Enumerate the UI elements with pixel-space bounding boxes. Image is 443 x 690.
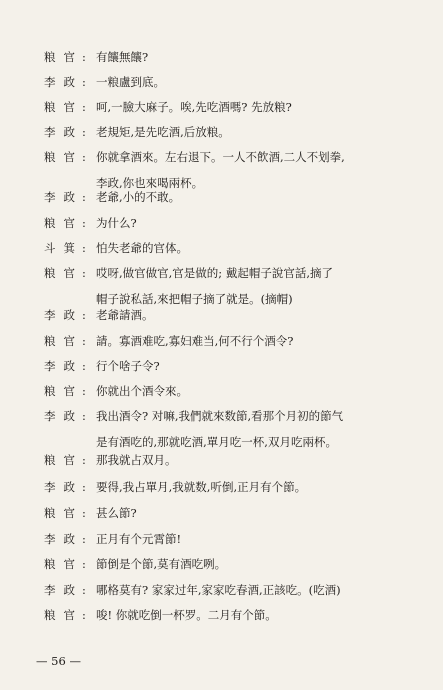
- speech-line: 哎呀,做官做官,官是做的; 戴起帽子說官話,摘了: [96, 266, 333, 280]
- speech-line: 怕失老爺的官体。: [96, 241, 188, 255]
- speech-line: 老爺,小的不敢。: [96, 190, 181, 204]
- dialogue-line: [0, 241, 443, 256]
- speech-continuation: 是有酒吃的,那就吃酒,單月吃一杯,双月吃兩杯。: [96, 435, 337, 449]
- speech-line: 唆! 你就吃倒一杯罗。二月有个節。: [96, 608, 277, 622]
- speech-line: 为什么?: [96, 216, 137, 230]
- speech-text: [96, 334, 426, 349]
- speech-line: 你就拿酒來。左右退下。一人不飲酒,二人不划拳,: [96, 150, 345, 164]
- speech-line: 請。寡酒难吃,寡妇难当,何不行个酒令?: [96, 334, 294, 348]
- speech-text: [96, 150, 426, 191]
- speech-line: 要得,我占單月,我就数,听倒,正月有个節。: [96, 480, 307, 494]
- speech-text: [96, 532, 426, 547]
- speech-line: 那我就占双月。: [96, 453, 177, 467]
- speech-line: 老爺請酒。: [96, 308, 154, 322]
- dialogue-line: [0, 384, 443, 399]
- speech-text: [96, 453, 426, 468]
- speech-text: [96, 100, 426, 115]
- dialogue-line: [0, 557, 443, 572]
- speech-line: 哪格莫有? 家家过年,家家吃春酒,正該吃。(吃酒): [96, 583, 341, 597]
- speech-text: [96, 583, 426, 598]
- dialogue-line: [0, 125, 443, 140]
- dialogue-line: [0, 334, 443, 349]
- speaker-name: 李政 :: [44, 359, 96, 374]
- speech-line: 我出酒令? 对嘛,我們就來数節,看那个月初的節气: [96, 409, 344, 423]
- dialogue-line: [0, 190, 443, 205]
- speech-text: [96, 480, 426, 495]
- dialogue-line: [0, 100, 443, 115]
- speech-continuation: 帽子說私話,來把帽子摘了就是。(摘帽): [96, 292, 293, 306]
- page-number: — 56 —: [36, 654, 81, 668]
- dialogue-line: [0, 308, 443, 323]
- speaker-name: 粮官 :: [44, 100, 96, 115]
- speech-line: 甚么節?: [96, 506, 137, 520]
- speech-text: [96, 216, 426, 231]
- dialogue-line: [0, 409, 443, 450]
- dialogue-line: [0, 50, 443, 65]
- speech-line: 節倒是个節,莫有酒吃咧。: [96, 557, 227, 571]
- speech-text: [96, 75, 426, 90]
- speaker-name: 李政 :: [44, 308, 96, 323]
- dialogue-line: [0, 216, 443, 231]
- speaker-name: 粮官 :: [44, 557, 96, 572]
- speaker-name: 粮官 :: [44, 50, 96, 65]
- speech-text: [96, 241, 426, 256]
- speech-line: 正月有个元霄節!: [96, 532, 182, 546]
- speech-continuation: 李政,你也來喝兩杯。: [96, 176, 204, 190]
- dialogue-line: [0, 453, 443, 468]
- speaker-name: 李政 :: [44, 409, 96, 424]
- dialogue-line: [0, 359, 443, 374]
- speech-line: 行个啥子令?: [96, 359, 160, 373]
- dialogue-line: [0, 480, 443, 495]
- speaker-name: 李政 :: [44, 190, 96, 205]
- speech-line: 呵,一臉大麻子。唉,先吃酒嗎? 先放粮?: [96, 100, 292, 114]
- dialogue-line: [0, 532, 443, 547]
- speech-text: [96, 266, 426, 307]
- speech-text: [96, 384, 426, 399]
- dialogue-line: [0, 506, 443, 521]
- speech-line: 有饟無饟?: [96, 50, 149, 64]
- dialogue-line: [0, 608, 443, 623]
- speaker-name: 李政 :: [44, 125, 96, 140]
- speaker-name: 粮官 :: [44, 384, 96, 399]
- speech-text: [96, 308, 426, 323]
- speaker-name: 粮官 :: [44, 334, 96, 349]
- speaker-name: 李政 :: [44, 583, 96, 598]
- speech-text: [96, 190, 426, 205]
- dialogue-line: [0, 150, 443, 191]
- speech-line: 老規矩,是先吃酒,后放粮。: [96, 125, 230, 139]
- speaker-name: 粮官 :: [44, 608, 96, 623]
- speaker-name: 粮官 :: [44, 266, 96, 281]
- dialogue-line: [0, 266, 443, 307]
- speech-text: [96, 409, 426, 450]
- speaker-name: 李政 :: [44, 75, 96, 90]
- speech-text: [96, 557, 426, 572]
- dialogue-line: [0, 583, 443, 598]
- speech-text: [96, 125, 426, 140]
- speaker-name: 粮官 :: [44, 506, 96, 521]
- speech-text: [96, 359, 426, 374]
- speech-line: 一粮盧到底。: [96, 75, 165, 89]
- speech-text: [96, 608, 426, 623]
- speaker-name: 李政 :: [44, 480, 96, 495]
- dialogue-line: [0, 75, 443, 90]
- speech-text: [96, 50, 426, 65]
- speaker-name: 粮官 :: [44, 453, 96, 468]
- speaker-name: 斗箕 :: [44, 241, 96, 256]
- speech-text: [96, 506, 426, 521]
- speaker-name: 李政 :: [44, 532, 96, 547]
- speech-line: 你就出个酒令來。: [96, 384, 188, 398]
- speaker-name: 粮官 :: [44, 216, 96, 231]
- speaker-name: 粮官 :: [44, 150, 96, 165]
